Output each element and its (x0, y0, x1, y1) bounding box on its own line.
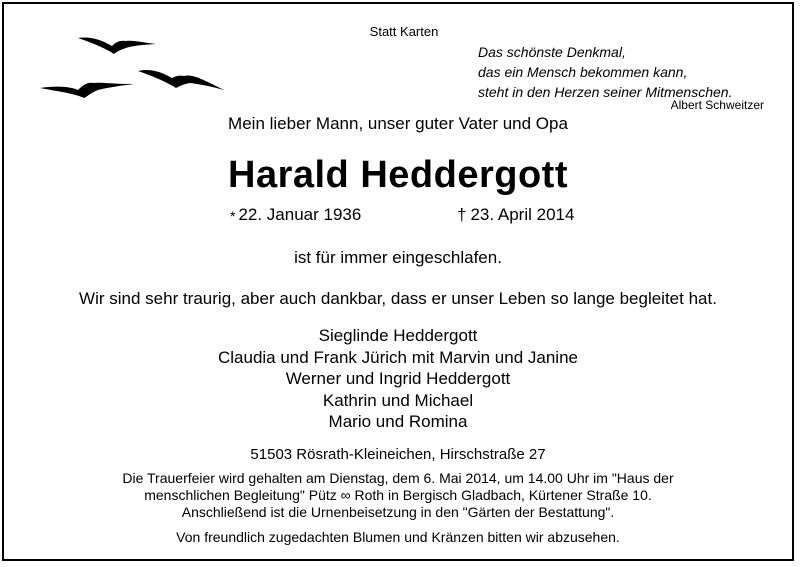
flowers-note: Von freundlich zugedachten Blumen und Kränzen bitten wir abzusehen. (176, 529, 620, 545)
death-mark: † (457, 205, 467, 224)
family-member: Sieglinde Heddergott (318, 326, 478, 345)
quote-line: das ein Mensch bekommen kann, (478, 64, 688, 80)
family-member: Claudia und Frank Jürich mit Marvin und Janine (217, 347, 578, 367)
birth-date-text: 22. Januar 1936 (238, 205, 362, 224)
bird-right-icon (138, 70, 224, 90)
ceremony-line: Die Trauerfeier wird gehalten am Dienstag, dem 6. Mai 2014, um 14.00 Uhr im "Haus der (122, 470, 674, 486)
family-member: Mario und Romina (328, 412, 468, 431)
death-date (457, 205, 574, 225)
bird-top-icon (78, 37, 156, 54)
address: 51503 Rösrath-Kleineichen, Hirschstraße 27 (250, 446, 546, 463)
quote (478, 42, 778, 102)
ceremony-line: menschlichen Begleitung" Pütz ∞ Roth in Bergisch Gladbach, Kürtener Straße 10. (144, 487, 652, 503)
thanks-line: Wir sind sehr traurig, aber auch dankbar, dass er unser Leben so lange begleitet hat. (79, 289, 717, 308)
family-list (4, 325, 792, 433)
bird-left-icon (40, 83, 134, 98)
quote-author: Albert Schweitzer (670, 98, 764, 112)
flying-birds-icon (34, 28, 234, 108)
family-member: Werner und Ingrid Heddergott (285, 369, 511, 388)
quote-line: steht in den Herzen seiner Mitmenschen. (478, 84, 733, 100)
birth-mark: * (230, 208, 236, 224)
death-date-text: 23. April 2014 (470, 205, 575, 224)
quote-line: Das schönste Denkmal, (478, 44, 626, 60)
ceremony-info (4, 470, 792, 521)
statt-karten-note: Statt Karten (369, 24, 439, 39)
family-member: Kathrin und Michael (322, 390, 474, 410)
deceased-name: Harald Heddergott (228, 154, 568, 196)
birth-date (230, 205, 361, 225)
ceremony-line: Anschließend ist die Urnenbeisetzung in den "Gärten der Bestattung". (181, 504, 615, 520)
passing-line: ist für immer eingeschlafen. (294, 248, 502, 267)
intro-line: Mein lieber Mann, unser guter Vater und Opa (228, 114, 568, 133)
obituary-card (2, 2, 794, 561)
